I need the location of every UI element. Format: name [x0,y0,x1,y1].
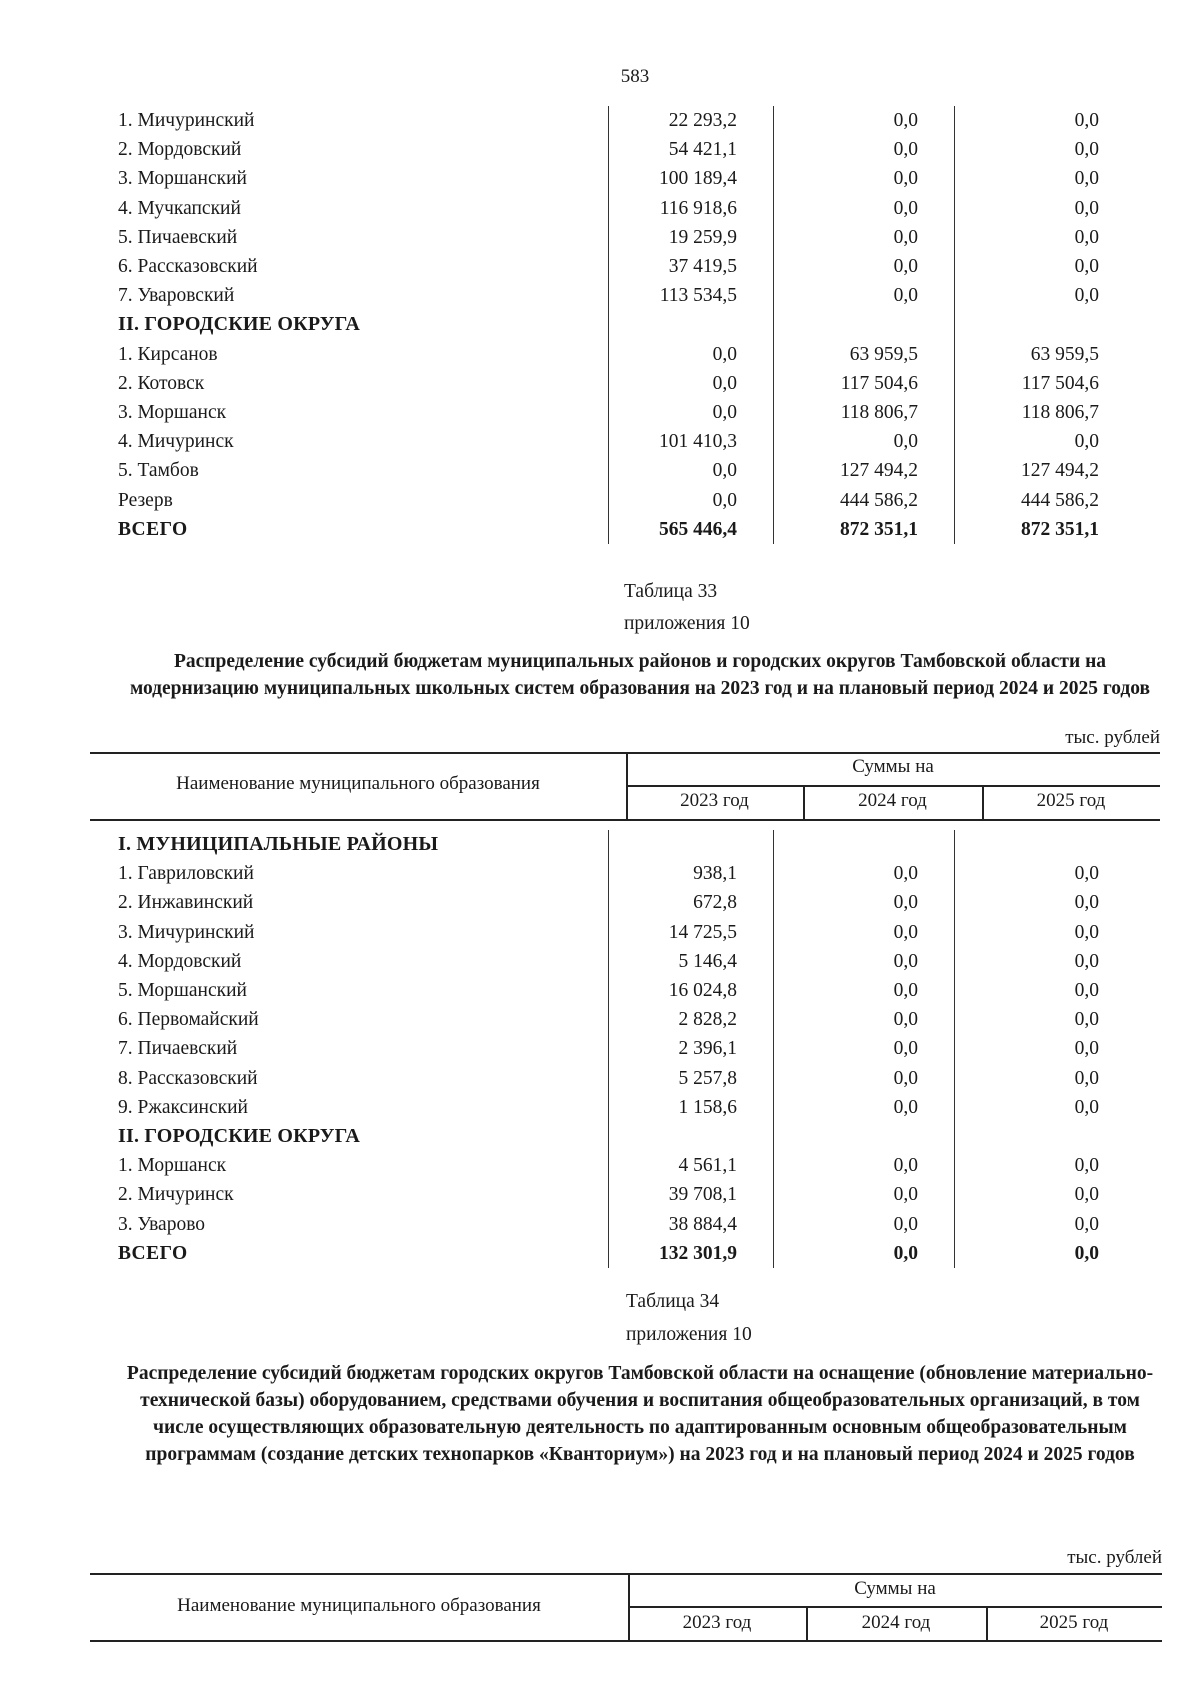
value-2023: 0,0 [609,340,774,369]
value-2023 [609,310,774,339]
sums-header: Суммы на [852,756,934,777]
value-2025: 0,0 [1074,226,1099,248]
table-row [118,164,1135,193]
row-name: 4. Мичуринск [118,431,234,453]
table-row [118,1064,1135,1093]
row-name: 2. Мордовский [118,139,242,161]
value-2023: 116 918,6 [609,194,774,223]
row-name: 2. Мичуринск [118,1184,234,1206]
value-2023: 113 534,5 [609,281,774,310]
table34-title: Распределение субсидий бюджетам городских округов Тамбовской области на оснащение (обновление материально-технической базы) оборудованием, средствами обучения и воспитания общеобразовательных организаций, в том числе осуществляющих образовательную деятельность по адаптированным основным общеобразовательным программам (создание детских технопарков «Кванториум») на 2023 год и на плановый период 2024 и 2025 годов [126,1363,1154,1465]
value-2023: 0,0 [609,398,774,427]
table-row [118,427,1135,456]
value-2025: 63 959,5 [1030,343,1099,365]
section-row [118,310,1135,339]
row-name: 1. Моршанск [118,1155,227,1177]
row-name: II. ГОРОДСКИЕ ОКРУГА [118,1125,361,1148]
year-2023-header: 2023 год [680,790,749,811]
value-2025: 0,0 [1074,168,1099,190]
value-2024: 0,0 [774,947,955,976]
value-2024: 0,0 [774,1005,955,1034]
value-2025: 0,0 [1074,1067,1099,1089]
row-name: 3. Моршанск [118,402,227,424]
table-row [118,340,1135,369]
table-row [118,398,1135,427]
value-2024: 0,0 [774,888,955,917]
value-2024: 0,0 [774,1034,955,1063]
row-name: 5. Тамбов [118,460,199,482]
value-2023 [609,830,774,859]
value-2023: 19 259,9 [609,223,774,252]
value-2025 [955,830,1136,859]
table-row [118,135,1135,164]
value-2025: 0,0 [1074,431,1099,453]
row-name: I. МУНИЦИПАЛЬНЫЕ РАЙОНЫ [118,833,439,855]
value-2024: 0,0 [774,1064,955,1093]
value-2023: 39 708,1 [609,1180,774,1209]
value-2025: 0,0 [1074,1096,1099,1118]
year-2025-header: 2025 год [1036,790,1106,811]
value-2023: 132 301,9 [609,1239,774,1268]
value-2023: 16 024,8 [609,976,774,1005]
row-name: 2. Котовск [118,372,205,394]
sums-header: Суммы на [854,1578,936,1599]
row-name: 5. Моршанский [118,980,247,1002]
row-name: 8. Рассказовский [118,1067,258,1089]
table-row [118,194,1135,223]
value-2024: 0,0 [774,976,955,1005]
table-row [118,223,1135,252]
value-2024: 0,0 [774,918,955,947]
value-2024: 0,0 [774,1180,955,1209]
table-row [118,281,1135,310]
value-2025: 0,0 [1074,256,1099,278]
row-name: 4. Мучкапский [118,197,241,219]
value-2023: 100 189,4 [609,164,774,193]
row-name: 1. Гавриловский [118,863,254,885]
row-name: 3. Мичуринский [118,921,255,943]
row-name: 5. Пичаевский [118,226,238,248]
table-row [118,947,1135,976]
page-number: 583 [620,66,650,87]
value-2024: 0,0 [774,427,955,456]
name-column-header: Наименование муниципального образования [177,1595,541,1616]
value-2023: 0,0 [609,456,774,485]
value-2024: 444 586,2 [774,486,955,515]
year-2023-header: 2023 год [682,1612,752,1633]
value-2024: 0,0 [774,859,955,888]
value-2023: 672,8 [609,888,774,917]
value-2024: 872 351,1 [774,515,955,544]
value-2025: 0,0 [1074,110,1099,131]
row-name: 7. Уваровский [118,285,235,307]
table-row [118,1005,1135,1034]
value-2024: 117 504,6 [774,369,955,398]
row-name: 3. Моршанский [118,168,247,190]
value-2023 [609,1122,774,1151]
value-2023: 37 419,5 [609,252,774,281]
value-2023: 938,1 [609,859,774,888]
value-2024: 0,0 [774,164,955,193]
table-row [118,976,1135,1005]
value-2023: 0,0 [609,486,774,515]
value-2025: 118 806,7 [1021,402,1099,424]
value-2024: 0,0 [774,1239,955,1268]
row-name: II. ГОРОДСКИЕ ОКРУГА [118,313,361,336]
table-row [118,1093,1135,1122]
value-2025: 0,0 [1074,980,1099,1002]
table33-title: Распределение субсидий бюджетам муниципальных районов и городских округов Тамбовской области на модернизацию муниципальных школьных систем образования на 2023 год и на плановый период 2024 и 2025 годов [129,651,1151,699]
year-2024-header: 2024 год [861,1612,931,1633]
value-2024: 0,0 [774,281,955,310]
row-name: Резерв [118,489,173,511]
row-name: 4. Мордовский [118,950,242,972]
value-2025: 0,0 [1074,1155,1099,1177]
value-2025: 0,0 [1074,1184,1099,1206]
value-2024: 0,0 [774,194,955,223]
value-2025: 0,0 [1074,892,1099,914]
value-2023: 2 828,2 [609,1005,774,1034]
table33-units: тыс. рублей [1065,727,1160,748]
value-2025: 127 494,2 [1021,460,1099,482]
value-2023: 5 146,4 [609,947,774,976]
table33-caption: Таблица 33 [624,581,718,602]
total-row [118,1239,1135,1268]
table-row [118,859,1135,888]
value-2025: 444 586,2 [1021,489,1099,511]
value-2025: 0,0 [1074,1038,1099,1060]
value-2024 [774,310,955,339]
value-2023: 2 396,1 [609,1034,774,1063]
value-2024: 127 494,2 [774,456,955,485]
row-name: 1. Кирсанов [118,343,218,365]
section-row [118,1122,1135,1151]
row-name: 2. Инжавинский [118,892,254,914]
value-2023: 38 884,4 [609,1210,774,1239]
row-name: 6. Первомайский [118,1009,259,1031]
row-name: 1. Мичуринский [118,110,255,131]
row-name: 3. Уварово [118,1213,206,1235]
value-2025: 872 351,1 [1021,518,1099,540]
table-row [118,1210,1135,1239]
value-2025: 0,0 [1074,285,1099,307]
value-2025 [955,310,1136,339]
value-2023: 5 257,8 [609,1064,774,1093]
row-name: 7. Пичаевский [118,1038,238,1060]
value-2025: 0,0 [1074,1213,1099,1235]
row-name: 6. Рассказовский [118,256,258,278]
value-2023: 22 293,2 [609,106,774,135]
value-2024: 0,0 [774,135,955,164]
value-2025: 0,0 [1074,139,1099,161]
total-row [118,515,1135,544]
value-2024: 0,0 [774,106,955,135]
continuation-table [118,106,1135,544]
value-2024: 0,0 [774,1093,955,1122]
table-row [118,1151,1135,1180]
table-row [118,369,1135,398]
table-row [118,106,1135,135]
value-2023: 565 446,4 [609,515,774,544]
value-2025: 0,0 [1074,921,1099,943]
value-2024: 0,0 [774,252,955,281]
table-row [118,888,1135,917]
value-2025: 117 504,6 [1021,372,1099,394]
row-name: ВСЕГО [118,1242,188,1264]
value-2024: 118 806,7 [774,398,955,427]
value-2025: 0,0 [1074,1009,1099,1031]
value-2023: 0,0 [609,369,774,398]
row-name: 9. Ржаксинский [118,1096,248,1118]
value-2024: 0,0 [774,1210,955,1239]
value-2025: 0,0 [1074,950,1099,972]
table-row [118,252,1135,281]
table-row [118,1034,1135,1063]
table-row [118,456,1135,485]
row-name: ВСЕГО [118,518,188,540]
value-2024 [774,1122,955,1151]
value-2023: 1 158,6 [609,1093,774,1122]
value-2024: 0,0 [774,223,955,252]
table34-caption-appendix: приложения 10 [626,1324,752,1345]
value-2024: 63 959,5 [774,340,955,369]
value-2023: 101 410,3 [609,427,774,456]
table-row [118,918,1135,947]
table33-body [118,830,1135,1268]
value-2023: 54 421,1 [609,135,774,164]
table-row [118,1180,1135,1209]
table34-units: тыс. рублей [1067,1547,1162,1568]
table33-caption-appendix: приложения 10 [624,613,750,634]
value-2025: 0,0 [1074,1242,1099,1264]
value-2024 [774,830,955,859]
value-2025: 0,0 [1074,863,1099,885]
value-2024: 0,0 [774,1151,955,1180]
year-2025-header: 2025 год [1039,1612,1109,1633]
value-2025: 0,0 [1074,197,1099,219]
table34-caption: Таблица 34 [626,1291,720,1312]
name-column-header: Наименование муниципального образования [176,773,540,794]
section-row [118,830,1135,859]
year-2024-header: 2024 год [858,790,927,811]
table-row [118,486,1135,515]
value-2025 [955,1122,1136,1151]
value-2023: 14 725,5 [609,918,774,947]
value-2023: 4 561,1 [609,1151,774,1180]
